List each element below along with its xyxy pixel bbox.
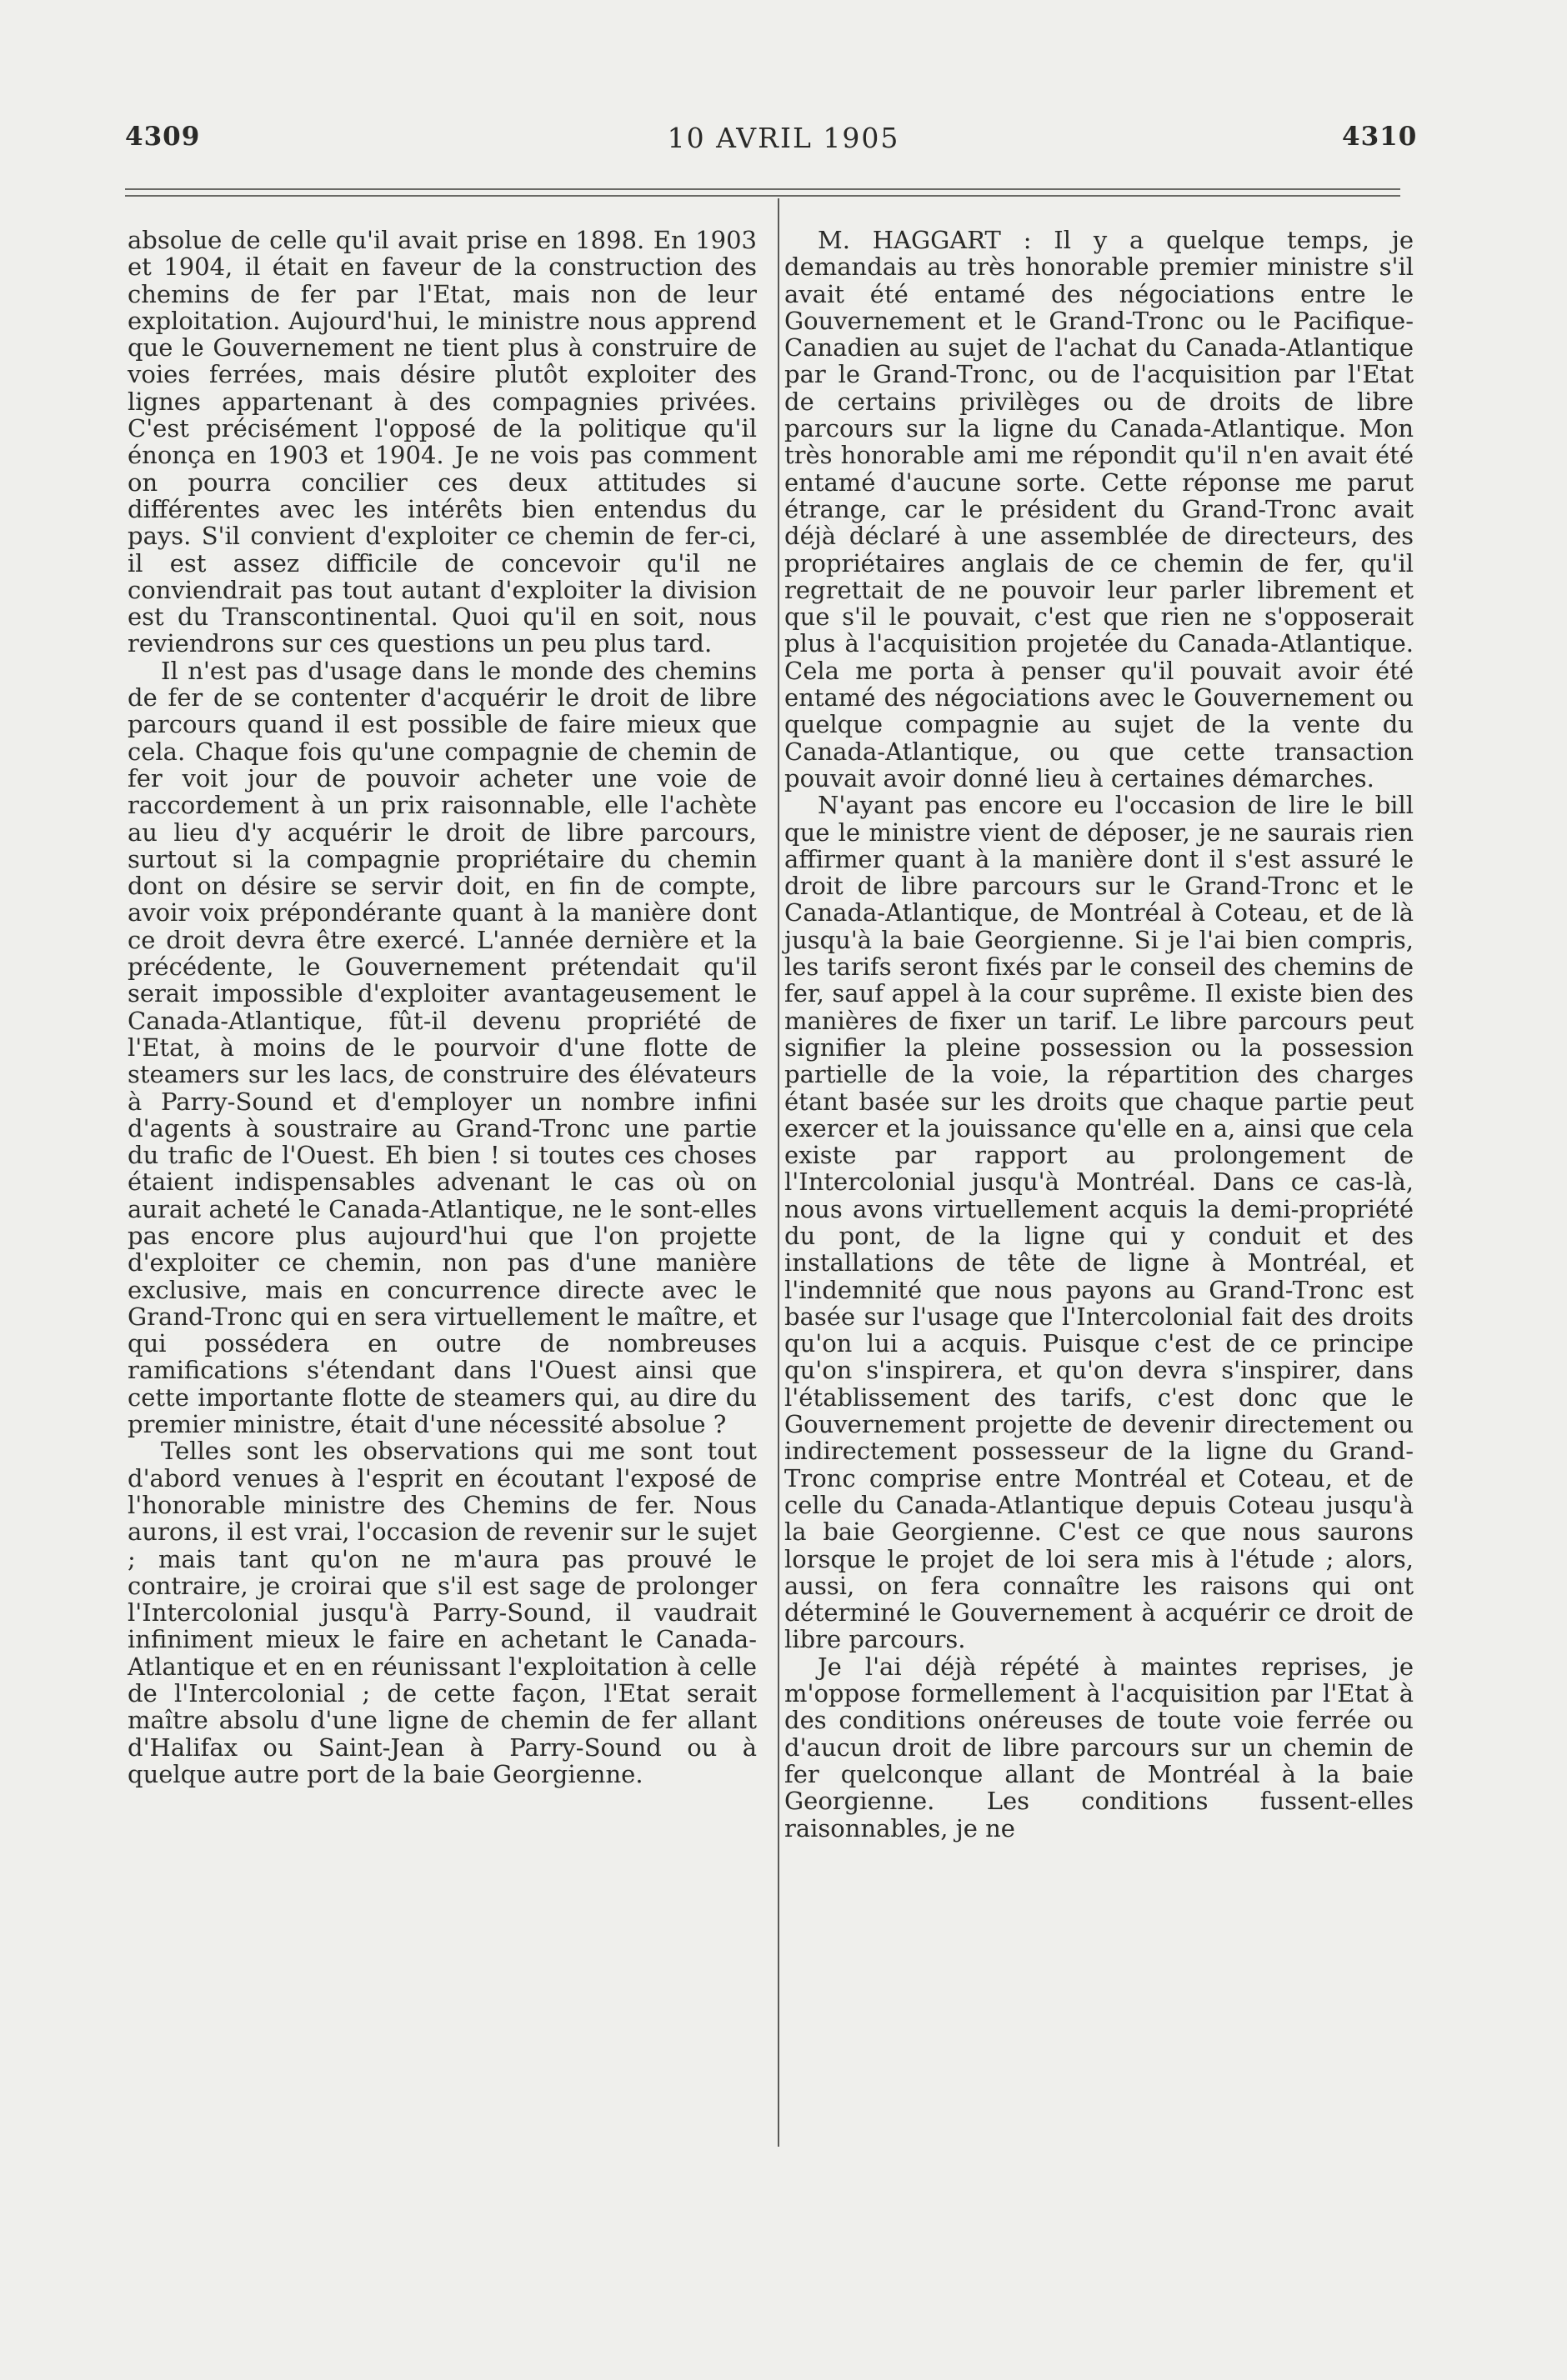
- left-paragraph-1: absolue de celle qu'il avait prise en 1898. En 1903 et 1904, il était en faveur de la construction des chemins de fer par l'Etat, mais non de leur exploitation. Aujourd'hui, le ministre nous apprend que le Gouvernement ne tient plus à construire de voies ferrées, mais désire plutôt exploiter des lignes appartenant à des compagnies privées. C'est précisément l'opposé de la politique qu'il énonça en 1903 et 1904. Je ne vois pas comment on pourra concilier ces deux attitudes si différentes avec les intérêts bien entendus du pays. S'il convient d'exploiter ce chemin de fer-ci, il est assez difficile de concevoir qu'il ne conviendrait pas tout autant d'exploiter la division est du Transcontinental. Quoi qu'il en soit, nous reviendrons sur ces questions un peu plus tard.: [128, 226, 757, 658]
- left-paragraph-2: Il n'est pas d'usage dans le monde des chemins de fer de se contenter d'acquérir le droit de libre parcours quand il est possible de faire mieux que cela. Chaque fois qu'une compagnie de chemin de fer voit jour de pouvoir acheter une voie de raccordement à un prix raisonnable, elle l'achète au lieu d'y acquérir le droit de libre parcours, surtout si la compagnie propriétaire du chemin dont on désire se servir doit, en fin de compte, avoir voix prépondérante quant à la manière dont ce droit devra être exercé. L'année dernière et la précédente, le Gouvernement prétendait qu'il serait impossible d'exploiter avantageusement le Canada-Atlantique, fût-il devenu propriété de l'Etat, à moins de le pourvoir d'une flotte de steamers sur les lacs, de construire des élévateurs à Parry-Sound et d'employer un nombre infini d'agents à soustraire au Grand-Tronc une partie du trafic de l'Ouest. Eh bien ! si toutes ces choses étaient indispensables advenant le cas où on aurait acheté le Canada-Atlantique, ne le sont-elles pas encore plus aujourd'hui que l'on projette d'exploiter ce chemin, non pas d'une manière exclusive, mais en concurrence directe avec le Grand-Tronc qui en sera virtuellement le maître, et qui possédera en outre de nombreuses ramifications s'étendant dans l'Ouest ainsi que cette importante flotte de steamers qui, au dire du premier ministre, était d'une nécessité absolue ?: [128, 656, 757, 1439]
- right-column: [784, 227, 1414, 1842]
- column-divider: [778, 198, 779, 2147]
- right-paragraph-2: N'ayant pas encore eu l'occasion de lire le bill que le ministre vient de déposer, je ne saurais rien affirmer quant à la manière dont il s'est assuré le droit de libre parcours sur le Grand-Tronc et le Canada-Atlantique, de Montréal à Coteau, et de là jusqu'à la baie Georgienne. Si je l'ai bien compris, les tarifs seront fixés par le conseil des chemins de fer, sauf appel à la cour suprême. Il existe bien des manières de fixer un tarif. Le libre parcours peut signifier la pleine possession ou la possession partielle de la voie, la répartition des charges étant basée sur les droits que chaque partie peut exercer et la jouissance qu'elle en a, ainsi que cela existe par rapport au prolongement de l'Intercolonial jusqu'à Montréal. Dans ce cas-là, nous avons virtuellement acquis la demi-propriété du pont, de la ligne qui y conduit et des installations de tête de ligne à Montréal, et l'indemnité que nous payons au Grand-Tronc est basée sur l'usage que l'Intercolonial fait des droits qu'on lui a acquis. Puisque c'est de ce principe qu'on s'inspirera, et qu'on devra s'inspirer, dans l'établissement des tarifs, c'est donc que le Gouvernement projette de devenir directement ou indirectement possesseur de la ligne du Grand-Tronc comprise entre Montréal et Coteau, et de celle du Canada-Atlantique depuis Coteau jusqu'à la baie Georgienne. C'est ce que nous saurons lorsque le projet de loi sera mis à l'étude ; alors, aussi, on fera connaître les raisons qui ont déterminé le Gouvernement à acquérir ce droit de libre parcours.: [784, 791, 1414, 1654]
- right-paragraph-1: M. HAGGART : Il y a quelque temps, je demandais au très honorable premier ministre s'il avait été entamé des négociations entre le Gouvernement et le Grand-Tronc ou le Pacifique-Canadien au sujet de l'achat du Canada-Atlantique par le Grand-Tronc, ou de l'acquisition par l'Etat de certains privilèges ou de droits de libre parcours sur la ligne du Canada-Atlantique. Mon très honorable ami me répondit qu'il n'en avait été entamé d'aucune sorte. Cette réponse me parut étrange, car le président du Grand-Tronc avait déjà déclaré à une assemblée de directeurs, des propriétaires anglais de ce chemin de fer, qu'il regrettait de ne pouvoir leur parler librement et que s'il le pouvait, c'est que rien ne s'opposerait plus à l'acquisition projetée du Canada-Atlantique. Cela me porta à penser qu'il pouvait avoir été entamé des négociations avec le Gouvernement ou quelque compagnie au sujet de la vente du Canada-Atlantique, ou que cette transaction pouvait avoir donné lieu à certaines démarches.: [784, 226, 1414, 792]
- header-rule-top: [125, 188, 1400, 190]
- page-number-left: 4309: [125, 122, 201, 152]
- page-date: 10 AVRIL 1905: [667, 122, 900, 154]
- page-number-right: 4310: [1342, 122, 1418, 152]
- left-column: [128, 227, 757, 1788]
- right-paragraph-3: Je l'ai déjà répété à maintes reprises, je m'oppose formellement à l'acquisition par l'Etat à des conditions onéreuses de toute voie ferrée ou d'aucun droit de libre parcours sur un chemin de fer quelconque allant de Montréal à la baie Georgienne. Les conditions fussent-elles raisonnables, je ne: [784, 1652, 1414, 1842]
- left-paragraph-3: Telles sont les observations qui me sont tout d'abord venues à l'esprit en écoutant l'exposé de l'honorable ministre des Chemins de fer. Nous aurons, il est vrai, l'occasion de revenir sur le sujet ; mais tant qu'on ne m'aura pas prouvé le contraire, je croirai que s'il est sage de prolonger l'Intercolonial jusqu'à Parry-Sound, il vaudrait infiniment mieux le faire en achetant le Canada-Atlantique et en en réunissant l'exploitation à celle de l'Intercolonial ; de cette façon, l'Etat serait maître absolu d'une ligne de chemin de fer allant d'Halifax ou Saint-Jean à Parry-Sound ou à quelque autre port de la baie Georgienne.: [128, 1437, 757, 1788]
- header-rule-bottom: [125, 195, 1400, 197]
